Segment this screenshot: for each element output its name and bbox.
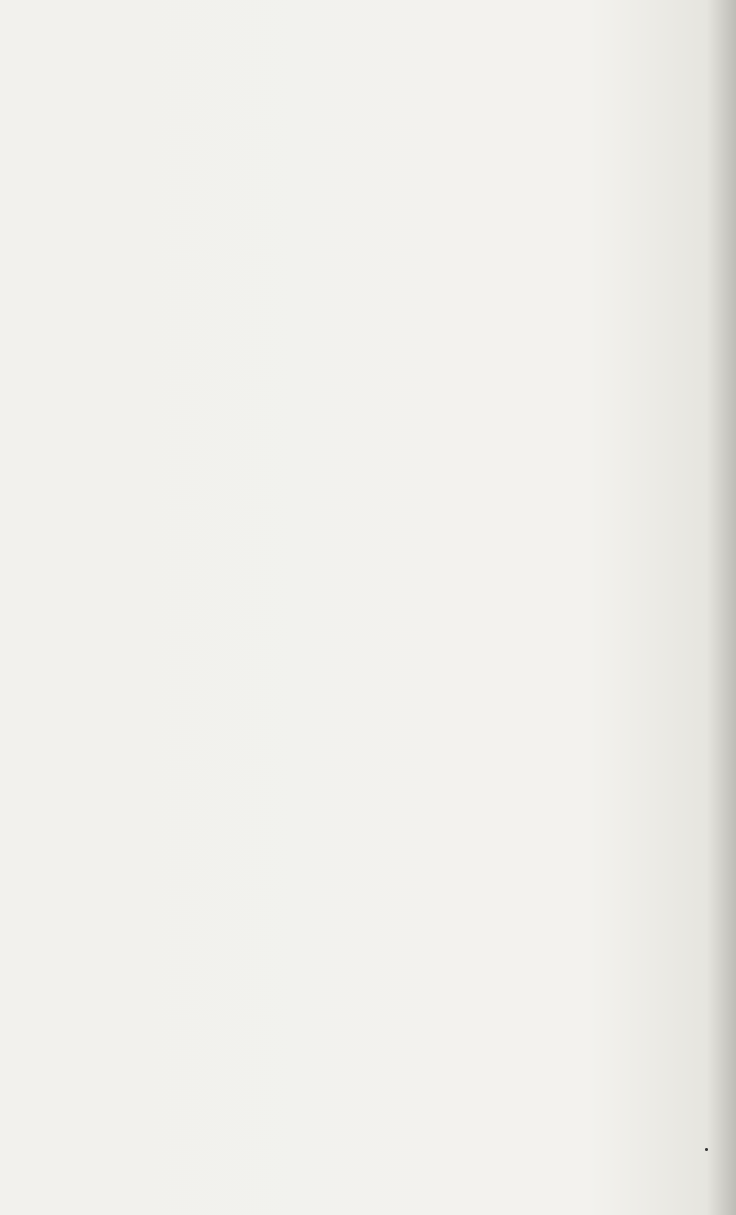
ink-speck <box>705 1148 708 1151</box>
